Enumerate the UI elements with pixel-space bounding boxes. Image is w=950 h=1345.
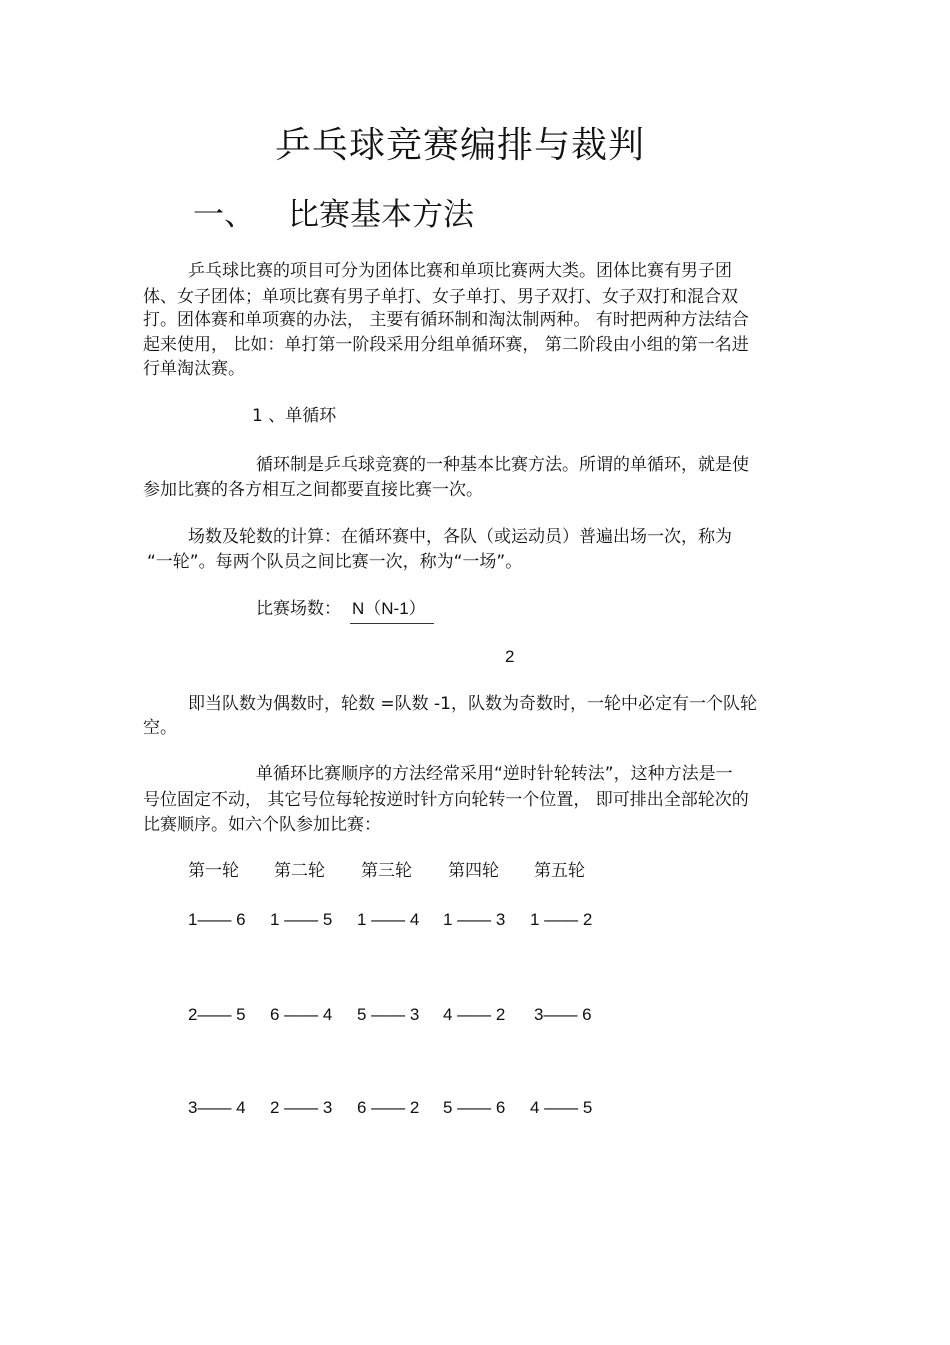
intro-line: 打。团体赛和单项赛的办法， 主要有循环制和淘汰制两种。 有时把两种方法结合 [143,310,749,330]
calc-line: “一轮”。每两个队员之间比赛一次，称为“一场”。 [147,552,523,572]
rotation-line: 号位固定不动， 其它号位每轮按逆时针方向轮转一个位置， 即可排出全部轮次的 [143,790,749,810]
round-header: 第五轮 [534,861,585,881]
match-pair: 1 —— 5 [270,910,333,929]
match-pair: 1 —— 4 [357,910,420,929]
formula-denominator: 2 [505,647,515,666]
rotation-line: 单循环比赛顺序的方法经常采用“逆时针轮转法”，这种方法是一 [256,764,733,784]
round-header: 第二轮 [274,861,325,881]
intro-line: 体、女子团体；单项比赛有男子单打、女子单打、男子双打、女子双打和混合双 [143,287,738,307]
definition-line: 参加比赛的各方相互之间都要直接比赛一次。 [143,480,483,500]
rounds-rule-line: 即当队数为偶数时，轮数 =队数 -1，队数为奇数时，一轮中必定有一个队轮 [188,694,758,714]
round-header: 第三轮 [361,861,412,881]
round-header: 第四轮 [448,861,499,881]
round-header: 第一轮 [188,861,239,881]
match-pair: 1 —— 3 [443,910,506,929]
match-pair: 5 —— 3 [357,1005,420,1024]
definition-line: 循环制是乒乓球竞赛的一种基本比赛方法。所谓的单循环，就是使 [256,455,749,475]
match-pair: 2—— 5 [188,1005,246,1024]
section-number: 一、 [193,197,255,233]
match-pair: 4 —— 2 [443,1005,506,1024]
match-pair: 2 —— 3 [270,1098,333,1117]
match-pair: 6 —— 4 [270,1005,333,1024]
formula-numerator: N（N-1） [350,596,434,624]
page-title: 乒乓球竞赛编排与裁判 [274,125,645,166]
section-title: 比赛基本方法 [288,197,474,233]
intro-line: 行单淘汰赛。 [143,359,245,379]
match-pair: 3—— 6 [534,1005,592,1024]
match-pair: 4 —— 5 [530,1098,593,1117]
rotation-line: 比赛顺序。如六个队参加比赛： [143,815,381,835]
intro-line: 起来使用， 比如：单打第一阶段采用分组单循环赛， 第二阶段由小组的第一名进 [143,335,749,355]
calc-line: 场数及轮数的计算：在循环赛中，各队（或运动员）普遍出场一次，称为 [188,527,732,547]
match-pair: 6 —— 2 [357,1098,420,1117]
match-pair: 3—— 4 [188,1098,246,1117]
match-pair: 1—— 6 [188,910,246,929]
formula-label: 比赛场数： [256,599,341,619]
intro-line: 乒乓球比赛的项目可分为团体比赛和单项比赛两大类。团体比赛有男子团 [188,261,732,281]
match-pair: 1 —— 2 [530,910,593,929]
match-pair: 5 —— 6 [443,1098,506,1117]
subsection-heading: 1 、单循环 [252,406,337,426]
rounds-rule-line: 空。 [143,718,177,738]
